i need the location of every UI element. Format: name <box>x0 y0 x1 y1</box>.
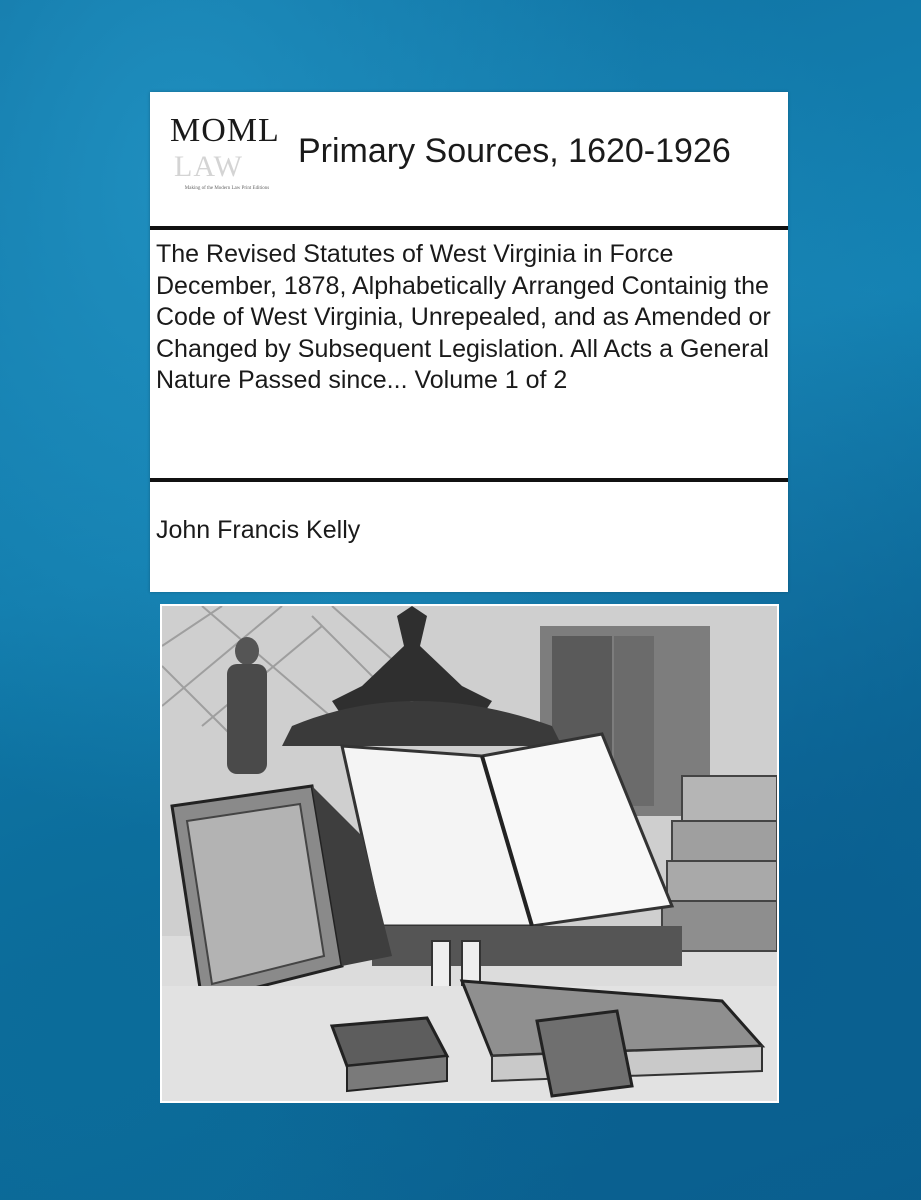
engraving-image <box>162 606 777 1101</box>
divider-middle <box>150 478 788 482</box>
logo-caption: Making of the Modern Law Print Editions <box>184 186 270 191</box>
series-title: Primary Sources, 1620-1926 <box>298 132 731 170</box>
series-header <box>150 92 788 226</box>
divider-top <box>150 226 788 230</box>
cover-illustration <box>162 606 777 1101</box>
book-title: The Revised Statutes of West Virginia in Force December, 1878, Alphabetically Arranged Containig the Code of West Virginia, Unrepealed, and as Amended or Changed by Subsequent Legislation. All Acts a General Nature Passed since... Volume 1 of 2 <box>156 240 771 394</box>
logo-text: MOML <box>170 112 280 149</box>
publisher-logo <box>168 106 282 210</box>
cover-panel <box>150 92 788 592</box>
author-name: John Francis Kelly <box>156 516 361 544</box>
logo-ghost: LAW <box>174 150 243 183</box>
